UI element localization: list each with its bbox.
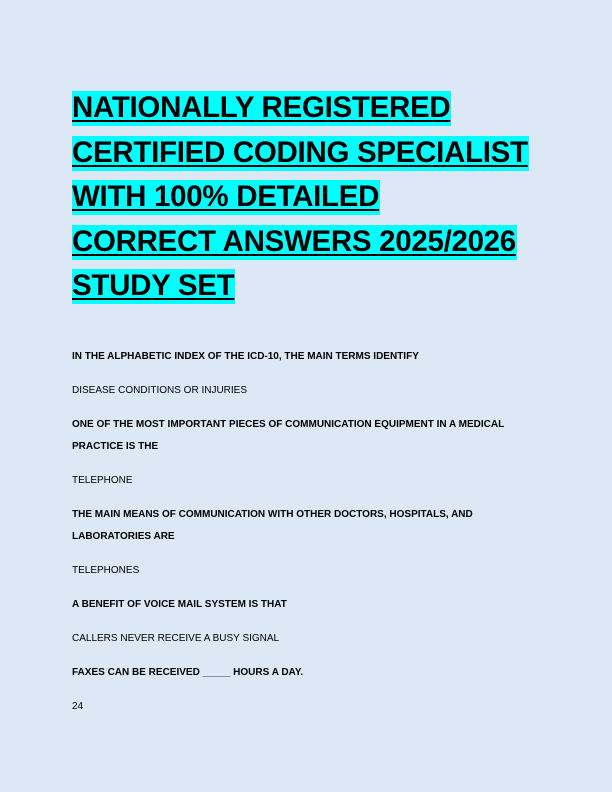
answer-text: TELEPHONE bbox=[72, 475, 133, 486]
question-text: ONE OF THE MOST IMPORTANT PIECES OF COMMUNICATION EQUIPMENT IN A MEDICAL PRACTICE IS THE bbox=[72, 419, 505, 452]
answer-text: DISEASE CONDITIONS OR INJURIES bbox=[72, 385, 248, 396]
title-line: CERTIFIED CODING SPECIALIST bbox=[72, 135, 528, 169]
title-line: NATIONALLY REGISTERED bbox=[72, 91, 451, 124]
title-line: WITH 100% DETAILED bbox=[72, 180, 380, 213]
question-text: A BENEFIT OF VOICE MAIL SYSTEM IS THAT bbox=[72, 599, 287, 610]
title-line: STUDY SET bbox=[72, 269, 235, 302]
document-title bbox=[72, 86, 552, 309]
answer-text: 24 bbox=[72, 701, 84, 712]
question-text: FAXES CAN BE RECEIVED _____ HOURS A DAY. bbox=[72, 667, 304, 678]
question-text: THE MAIN MEANS OF COMMUNICATION WITH OTHER DOCTORS, HOSPITALS, AND LABORATORIES ARE bbox=[72, 509, 473, 542]
answer-text: TELEPHONES bbox=[72, 565, 140, 576]
question-text: IN THE ALPHABETIC INDEX OF THE ICD-10, THE MAIN TERMS IDENTIFY bbox=[72, 351, 419, 362]
answer-text: CALLERS NEVER RECEIVE A BUSY SIGNAL bbox=[72, 633, 280, 644]
title-line: CORRECT ANSWERS 2025/2026 bbox=[72, 224, 516, 258]
